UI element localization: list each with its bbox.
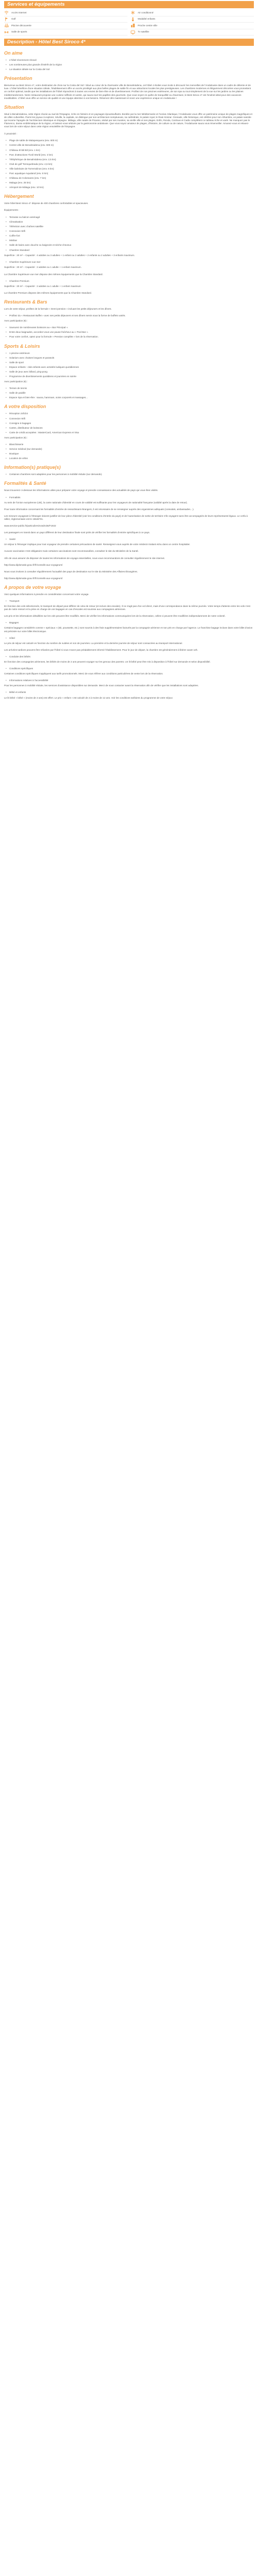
- golf-flag-icon: [4, 17, 9, 22]
- service-label: Salle de sports: [11, 30, 27, 33]
- list-item: • Consigne à bagages: [4, 422, 254, 425]
- paragraph: Superficie : 20 m² – Capacité : 2 adultes ou 1 adulte + 1 enfant maximum.: [4, 266, 82, 269]
- section-title: A votre disposition: [4, 404, 46, 410]
- list-item: • Informations relatives à l'accessibilité: [4, 679, 254, 682]
- bullet-list: [4, 637, 254, 640]
- paragraph: Certaines conditions spécifiques s'appliquent aux tarifs promotionnels. Merci de vous référer aux conditions particulières de vente lors de la réservation.: [4, 672, 164, 675]
- bullet-list: [4, 621, 254, 624]
- paragraph: Avec participation (€) :: [4, 436, 28, 439]
- paragraph: Lors de votre séjour, profitez de la formule « Demi-pension » incluant les petits déjeuners et les dîners.: [4, 307, 112, 310]
- list-item: • Espace Spa et bien-être : sauna, hammam, soins corporels et massages...: [4, 396, 254, 399]
- bullet-list: [4, 667, 254, 670]
- list-item: • Réception 24h/24: [4, 412, 254, 415]
- services-banner: Services et équipements: [4, 1, 254, 8]
- paragraph: En fonction des vols sélectionnés, le transport de départ peut différer de celui de retour (et inclure des escales). Il ne s'agit pas d'un vol direct, mais d'une correspondance dans la même journée. Votre temps d'attente entre les vols n'est pas de notre ressort et la prise en charge de vos bagages en cas d'escales est soumise aux compagnies aériennes.: [4, 605, 250, 611]
- paragraph: Certains bagages considérés comme « spéciaux » (ski, poussette, etc.) sont soumis à des frais supplémentaires facturés par la compagnie aérienne et non pris en charge par l'agence. Le franchise bagage incluse dans votre billet d'avion est précisée sur votre billet électronique.: [4, 626, 253, 633]
- list-item: • Terrasse ou balcon aménagé: [4, 216, 254, 219]
- list-item: • Château El Bil-Bil (env. 1 km): [4, 149, 254, 152]
- list-item: • Espace enfants : club enfants avec activités ludiques quotidiennes: [4, 366, 254, 369]
- service-tv: [131, 29, 254, 36]
- bullet-list: [4, 326, 254, 338]
- dumbbell-icon: [4, 30, 9, 35]
- section-title: Hébergement: [4, 194, 34, 199]
- bullet-list: [4, 139, 254, 189]
- list-item: • Salle de sport: [4, 361, 254, 364]
- section-title: Situation: [4, 104, 24, 110]
- bullet-list: [4, 261, 254, 264]
- list-item: • Conditions spécifiques: [4, 667, 254, 670]
- bullet-list: [4, 496, 254, 499]
- list-item: • Boutique: [4, 452, 254, 455]
- paragraph: Au sein de l'Union européenne (UE), la carte nationale d'identité en cours de validité est suffisante pour les voyageurs de nationalité française (validité après la date de retour).: [4, 501, 188, 504]
- section-situation: [4, 104, 254, 128]
- list-item: • Profitez du « Restaurant Buffet » avec ses petits déjeuners et ses dîners servis sous la forme de buffets variés.: [4, 314, 254, 317]
- paragraph: Superficie : 20 m² – Capacité : 4 adultes ou 3 adultes + 1 enfant ou 2 adultes + 2 enfants ou 2 adultes + 3 enfants maximum.: [4, 254, 135, 257]
- section-votre-disposition: [4, 403, 254, 460]
- paragraph: Situé à Benalmádena, cette région réunie au sud de l'Espagne, riche en histoire et en paysages époustouflants. Bordée par la mer Méditerranée et l'océan Atlantique, l'Andalousie vous offre un patrimoine unique de plages magnifiques et de villes culturelles. Parmi les joyaux à explorer, Séville, la capitale, se distingue par son architecture somptueuse, sa cathédrale, le palais royal, le Real Alcázar. Grenade, ville historique, est célèbre pour son Alhambra, un palais nasride qui incarne l'apogée de l'architecture islamique en Espagne. Málaga, ville natale de Picasso, séduit par ses musées, sa vieille ville et ses plages. Enfin, Ronda, Cordoue et Cadix complètent ce tableau riche et varié. Ne manquez pas le Flamenco, danse emblématique de la région, et laissez-vous séduire par la gastronomie andalouse. Que vous soyez amateur de plages, d'histoire, de culture ou de nature, l'Andalousie saura vous émerveiller. Amusez-vous et relaxez-vous lors de votre séjour dans cette région ensoleillée de l'Espagne.: [4, 112, 252, 128]
- service-city: [131, 23, 254, 29]
- section-title: Présentation: [4, 76, 33, 81]
- paragraph: En fonction des compagnies aériennes, les bébés de moins de 2 ans peuvent voyager sur les genoux des parents. Un lit bébé peut être mis à disposition à l'hôtel sur demande et selon disponibilité.: [4, 660, 211, 663]
- list-item: • Club de golf Torrequebrada (env. 4,5 km): [4, 163, 254, 166]
- section-hebergement: [4, 193, 254, 295]
- list-item: • Connexion Wifi: [4, 417, 254, 420]
- paragraph: Superficie : 20 m² – Capacité : 2 adultes ou 1 adulte + 1 enfant maximum: [4, 284, 81, 287]
- list-item: • Transport: [4, 600, 254, 603]
- paragraph: Le lit bébé « bébé » (moins de 2 ans) est offert. Le prix « enfant » est calculé de 2 à moins de 12 ans. Voir les conditions tarifaires du programme de votre séjour.: [4, 696, 173, 699]
- section-title: Formalités & Santé: [4, 481, 46, 486]
- paragraph: Avec participation (€) :: [4, 319, 28, 323]
- service-children: [131, 16, 254, 23]
- section-a-propos: [4, 584, 254, 700]
- service-pool: [4, 23, 127, 29]
- paragraph: Le prix de séjour est calculé en fonction du nombre de nuitées et non de journées. La première et la dernière journée de séjour sont consacrées au transport international.: [4, 641, 183, 645]
- list-item: • Centre-ville de Benalmádena (env. 600 m): [4, 144, 254, 147]
- list-item: • Terrain de tennis: [4, 387, 254, 390]
- section-informations: [4, 464, 254, 476]
- paragraph: Les arrivées tardives peuvent être refusées par l'hôtel si vous n'avez pas préalablement informé l'établissement. Pour le jour de départ, la chambre est généralement à libérer avant 12h.: [4, 648, 198, 651]
- service-internet: [4, 10, 127, 16]
- list-item: • Certaines chambres sont adaptées pour les personnes à mobilité réduite (sur demande).: [4, 473, 254, 476]
- section-title: Sports & Loisirs: [4, 343, 40, 349]
- paragraph: La Chambre Premium dispose des mêmes équipements que la Chambre Standard.: [4, 291, 92, 294]
- service-gym: [4, 29, 127, 36]
- list-item: • Blanchisserie: [4, 443, 254, 446]
- bullet-list: [4, 443, 254, 460]
- bullet-list: [4, 216, 254, 247]
- paragraph: http://www.diplomatie.gouv.fr/fr/conseils-aux-voyageurs/: [4, 577, 63, 580]
- list-item: • Minibar: [4, 239, 254, 242]
- service-label: Accès Internet: [11, 11, 27, 14]
- section-title: Restaurants & Bars: [4, 299, 47, 304]
- list-item: • Salle de jeux avec billard, ping-pong: [4, 370, 254, 374]
- paragraph: Nous trouverez ci-dessous les informations utiles pour préparer votre voyage et prendre connaissance des actualités de pays qui vous êtes visités.: [4, 489, 158, 492]
- paragraph: À proximité :: [4, 132, 18, 135]
- services-grid: [4, 8, 254, 38]
- tv-icon: [131, 30, 135, 35]
- section-formalites: [4, 480, 254, 580]
- service-label: Proche centre ville: [138, 24, 157, 27]
- section-title: Information(s) pratique(s): [4, 465, 61, 470]
- list-item: • Téléphérique de Benalmádena (env. 2,5 km): [4, 158, 254, 161]
- bullet-list: [4, 314, 254, 317]
- list-item: • Chambre Supérieure vue mer: [4, 261, 254, 264]
- section-sports: [4, 343, 254, 400]
- list-item: • Climatisation: [4, 221, 254, 224]
- list-item: • Ville balnéaire de Torremolinos (env. 6 km): [4, 167, 254, 171]
- paragraph: Bienvenue au Best Siroco 4*, votre destination de choix sur la Costa del Sol ! Situé au cœur de la charmante ville de Benalmádena, cet hôtel 4 étoiles vous invite à découvrir les merveilles de l'Andalousie dans un cadre de détente et de luxe. L'hôtel bénéficie d'une situation idéale, l'établissement offre un accès privilégié aux plus belles plages de sable fin et aux attractions locales les plus prestigieuses. Les chambres modernes et élégamment décorées vous promettent un confort optimal, tandis que les installations de l'hôtel répondront à toutes vos envies de bien-être et de divertissement. Profitez de nos piscines extérieures, de son spa ou tout simplement de la vue sur les jardins ou les plaines méditerranéennes. Notre restaurant propose une cuisine raffinée et variée, qui saura ravir les papilles des gourmets. Que vous soyez en quête de tranquillité ou d'aventure, le Best Siroco 4* est l'endroit idéal pour des vacances inoubliables. L'hôtel vous offre un service de qualité et une équipe attentive à vos besoins. Réservez dès maintenant et vivez une expérience unique en Andalousie !: [4, 84, 251, 99]
- list-item: • Chambre Premium: [4, 280, 254, 283]
- bullet-list: [4, 280, 254, 283]
- bullet-list: [4, 387, 254, 399]
- section-distances: [4, 132, 254, 189]
- list-item: • Entre deux baignades, accordez-vous une pause fraîcheur au « Pool Bar ».: [4, 331, 254, 334]
- section-presentation: [4, 75, 254, 99]
- bullet-list: [4, 59, 254, 71]
- list-item: • Formalités: [4, 496, 254, 499]
- paragraph: Voici quelques informations à prendre en considération concernant votre voyage.: [4, 592, 89, 596]
- list-item: • Chambre Standard: [4, 249, 254, 252]
- paragraph: Afin de vous assurer de disposer de toutes les informations de voyage essentielles, nous vous recommandons de consulter régulièrement le site internet.: [4, 556, 165, 560]
- list-item: • Cartes, distributeur de boissons: [4, 427, 254, 430]
- paragraph: Aucune vaccination n'est obligatoire mais certaines vaccinations sont recommandées, consultez le site du Ministère de la Santé.: [4, 550, 139, 553]
- list-item: • Les nombreuses plus grande d'intérêt de la région: [4, 63, 254, 66]
- list-item: • Château de Colomares (env. 7 km): [4, 177, 254, 180]
- list-item: • Hôtel: [4, 637, 254, 640]
- bullet-list: [4, 538, 254, 541]
- section-restaurants: [4, 299, 254, 339]
- list-item: • Plage de sable de Malapesquera (env. 600 m): [4, 139, 254, 142]
- paragraph: Pour toute information concernant les formalités d'entrée de ressortissant étrangers, il est nécessaire de se renseigner auprès des organismes adéquats (consulats, ambassades…).: [4, 507, 195, 511]
- list-item: • Bagages: [4, 621, 254, 624]
- section-en-aime: [4, 50, 254, 71]
- bullet-list: [4, 412, 254, 434]
- service-label: Tv satellite: [138, 30, 149, 33]
- list-item: • La situation idéale sur la Costa del Sol: [4, 68, 254, 71]
- page-root: [0, 1, 258, 714]
- list-item: • Solarium avec chaises longues et parasols: [4, 357, 254, 360]
- list-item: • Coffre-fort: [4, 234, 254, 238]
- list-item: • L'hôtel récemment rénové: [4, 59, 254, 62]
- list-item: • Parc d'attractions Tivoli World (env. 2 km): [4, 154, 254, 157]
- paragraph: Nous vous invitons à consulter régulièrement l'actualité des pays de destination sur le site du Ministère des Affaires Étrangères.: [4, 570, 138, 573]
- list-item: • Savourez de nombreuses boissons au « Bar Principal ».: [4, 326, 254, 329]
- paragraph: La Chambre Supérieure vue mer dispose des mêmes équipements que la Chambre Standard.: [4, 273, 103, 276]
- list-item: • Bébé et enfants: [4, 691, 254, 694]
- service-label: Modalité enfants: [138, 18, 155, 21]
- bullet-list: [4, 473, 254, 476]
- list-item: • Aéroport de Málaga (env. 10 km): [4, 186, 254, 189]
- bullet-list: [4, 249, 254, 252]
- snowflake-icon: [131, 10, 135, 15]
- description-banner: Description - Hôtel Best Siroco 4*: [4, 39, 254, 46]
- city-icon: [131, 23, 135, 28]
- section-title: A propos de votre voyage: [4, 584, 61, 590]
- service-label: Air conditionné: [138, 11, 154, 14]
- pool-icon: [4, 23, 9, 28]
- bullet-list: [4, 655, 254, 658]
- paragraph: Les prix et les informations détaillées sur les vols peuvent être modifiés. Merci de vérifier les informations communiquées lors de la réservation, celles-ci peuvent être modifiées indépendamment de notre volonté.: [4, 615, 225, 618]
- list-item: • Salle de bains avec douche ou baignoire et sèche-cheveux: [4, 244, 254, 247]
- paragraph: Un séjour à l'étranger implique pour tout voyageur de prendre certaines précautions de santé. Renseignez-vous auprès de votre médecin traitant et/ou dans un centre hospitalier.: [4, 543, 190, 546]
- bullet-list: [4, 691, 254, 694]
- list-item: • Service médical (sur demande): [4, 448, 254, 451]
- paragraph: Votre hôtel Best Siroco 4* dispose de 400 chambres confortables et spacieuses.: [4, 202, 89, 205]
- list-item: • Santé: [4, 538, 254, 541]
- bullet-list: [4, 679, 254, 682]
- service-label: Golf: [11, 18, 16, 21]
- list-item: • Malaga (env. 25 km): [4, 181, 254, 184]
- wifi-icon: [4, 10, 9, 15]
- list-item: • Programme de divertissements quotidiens et journées en soirée: [4, 375, 254, 378]
- paragraph: Équipements :: [4, 209, 20, 212]
- bullet-list: [4, 352, 254, 379]
- service-label: Piscine découverte: [11, 24, 31, 27]
- list-item: • 1 piscine extérieure: [4, 352, 254, 355]
- service-aircon: [131, 10, 254, 16]
- child-icon: [131, 17, 135, 22]
- paragraph: Les mineurs voyageant à l'étranger doivent justifier de leur pièce d'identité (voir les conditions d'entrée du pays) et de l'autorisation de sortie de territoire s'ils voyagent sans être accompagnés de leurs représentants légaux. Le cerfa à rallier, réglementaire est le 15646*01.: [4, 514, 248, 520]
- paragraph: Les passagers en transit dans un pays différent de leur destination finale sont priés de vérifier les formalités d'entrée spécifiques à ce pays.: [4, 531, 150, 534]
- paragraph: http://www.diplomatie.gouv.fr/fr/conseils-aux-voyageurs/: [4, 563, 63, 566]
- sections-container: [4, 50, 254, 700]
- section-title: On aime: [4, 50, 23, 56]
- list-item: • Télévision avec chaînes satellite: [4, 225, 254, 228]
- paragraph: www.service-public.fr/particuliers/vosdroits/F1922: [4, 524, 56, 528]
- paragraph: Avec participation (€) :: [4, 380, 28, 383]
- paragraph: Pour les personnes à mobilité réduite, les services d'assistance disponibles sur demande. Merci de nous contacter avant la réservation afin de vérifier que les installations sont adaptées.: [4, 684, 199, 687]
- bullet-list: [4, 600, 254, 603]
- list-item: • Carte de crédit acceptées : MasterCard, American Express et Visa: [4, 431, 254, 434]
- list-item: • Parc aquatique Aqualand (env. 8 km): [4, 172, 254, 175]
- list-item: • Connexion Wifi: [4, 230, 254, 233]
- list-item: • Conduite des bébés: [4, 655, 254, 658]
- list-item: • Pour votre confort, optez pour la formule « Pension complète » lors de la réservation.: [4, 335, 254, 338]
- list-item: • Salle de paddle: [4, 392, 254, 395]
- service-golf: [4, 16, 127, 23]
- list-item: • Location de vélos: [4, 457, 254, 460]
